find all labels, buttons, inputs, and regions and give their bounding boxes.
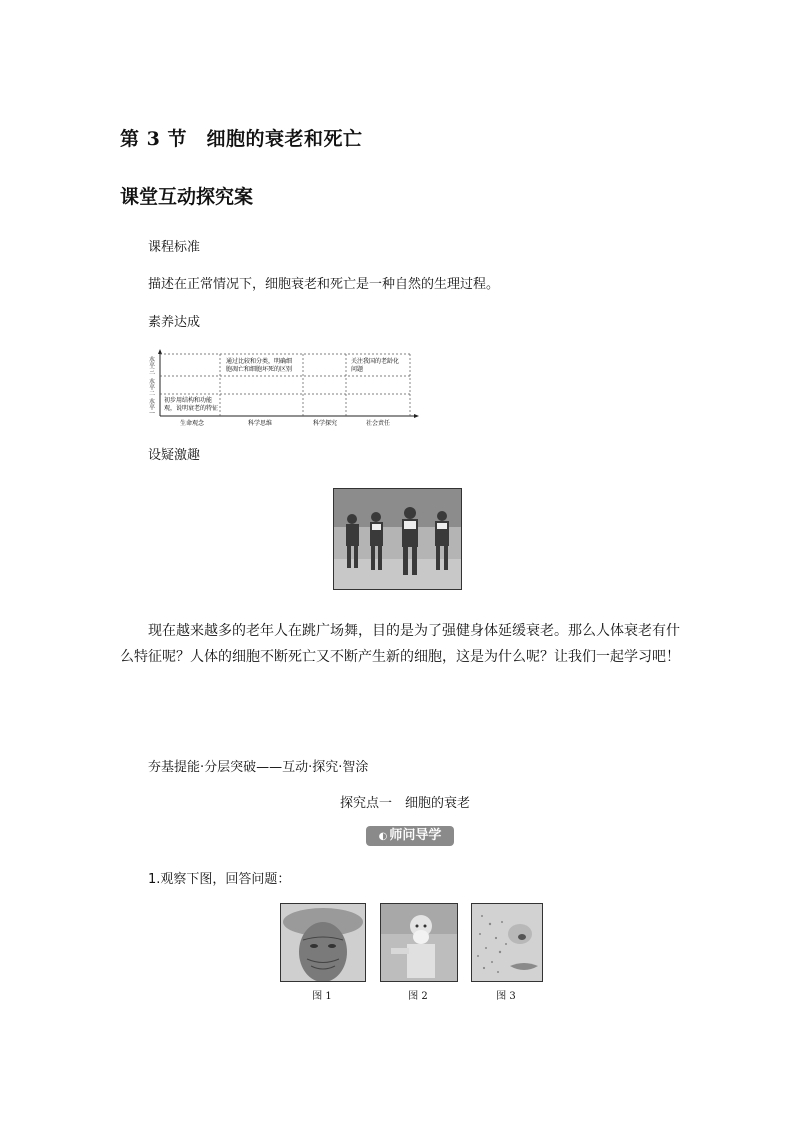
figure-3-caption: 图 3 [496,991,516,1002]
page-subtitle: 课堂互动探究案 [120,186,254,208]
course-standard-label: 课程标准 [148,240,201,255]
column-label: 生命观念 [180,420,205,427]
figure-2-caption: 图 2 [408,991,428,1002]
intro-paragraph: 现在越来越多的老年人在跳广场舞，目的是为了强健身体延缓衰老。那么人体衰老有什么特征呢？人体的细胞不断死亡又不断产生新的细胞，这是为什么呢？让我们一起学习吧！ [120,623,680,665]
inquiry-point-heading: 探究点一 细胞的衰老 [340,796,471,811]
figure-1-caption: 图 1 [312,991,332,1002]
cell-thinking-level3: 通过比较和分类，明确细 [226,358,293,365]
question-1: 1.观察下图，回答问题： [148,872,291,887]
literacy-label: 素养达成 [148,315,201,330]
square-dance-photo [333,488,462,590]
column-label: 社会责任 [366,420,391,427]
column-label: 科学思维 [248,420,273,427]
badge-label: 师问导学 [389,828,442,843]
foundation-heading: 夯基提能·分层突破——互动·探究·智涂 [148,760,369,775]
level-label: 水平三 [148,356,155,374]
figure-2-photo [380,903,458,982]
cell-social-level3: 关注我国的老龄化 [351,358,400,365]
level-label: 水平二 [148,378,155,396]
teacher-question-badge [366,826,454,846]
figure-1-photo [280,903,366,982]
literacy-table [148,348,420,428]
speech-bubble-icon: ◐ [378,831,388,842]
level-label: 水平一 [148,398,155,416]
cell-life-level1: 观，说明衰老的特征 [164,405,219,412]
course-standard-text: 描述在正常情况下，细胞衰老和死亡是一种自然的生理过程。 [148,277,500,292]
section-title: 第 3 节 细胞的衰老和死亡 [120,128,363,150]
cell-life-level1: 初步用结构和功能 [164,397,213,404]
figure-3-photo [471,903,543,982]
column-label: 科学探究 [313,420,338,427]
inquiry-label: 设疑激趣 [148,448,201,463]
cell-social-level3: 问题 [351,366,364,373]
cell-thinking-level3: 胞凋亡和细胞坏死的区别 [226,366,293,373]
